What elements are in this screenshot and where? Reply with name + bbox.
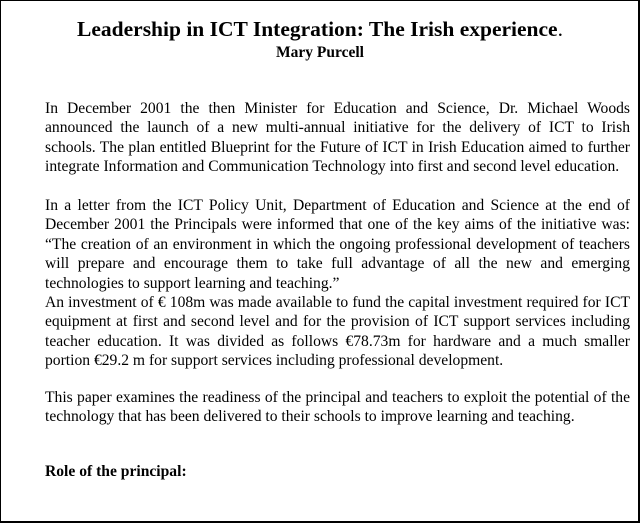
title-suffix: . <box>557 17 563 41</box>
paragraph-3: An investment of € 108m was made available to fund the capital investment required for ICT equipment at first and second level and for the provision of ICT support services including teacher education. It was divided as follows €78.73m for hardware and a much smaller portion €29.2 m for support services including professional development. <box>45 294 630 370</box>
author-name: Mary Purcell <box>276 44 364 61</box>
paragraph-1: In December 2001 the then Minister for Education and Science, Dr. Michael Woods announced the launch of a new multi-annual initiative for the delivery of ICT to Irish schools. The plan entitled Blueprint for the Future of ICT in Irish Education aimed to further integrate Information and Communication Technology into first and second level education. <box>45 100 630 176</box>
paragraph-2: In a letter from the ICT Policy Unit, Department of Education and Science at the end of December 2001 the Principals were informed that one of the key aims of the initiative was: “The creation of an environment in which the ongoing professional development of teachers will prepare and encourage them to take full advantage of all the new and emerging technologies to support learning and teaching.” <box>45 197 630 292</box>
title-text: Leadership in ICT Integration: The Irish experience <box>77 17 558 41</box>
section-heading: Role of the principal: <box>45 463 187 480</box>
document-title <box>0 15 640 43</box>
paragraph-4: This paper examines the readiness of the principal and teachers to exploit the potential of the technology that has been delivered to their schools to improve learning and teaching. <box>45 389 630 426</box>
